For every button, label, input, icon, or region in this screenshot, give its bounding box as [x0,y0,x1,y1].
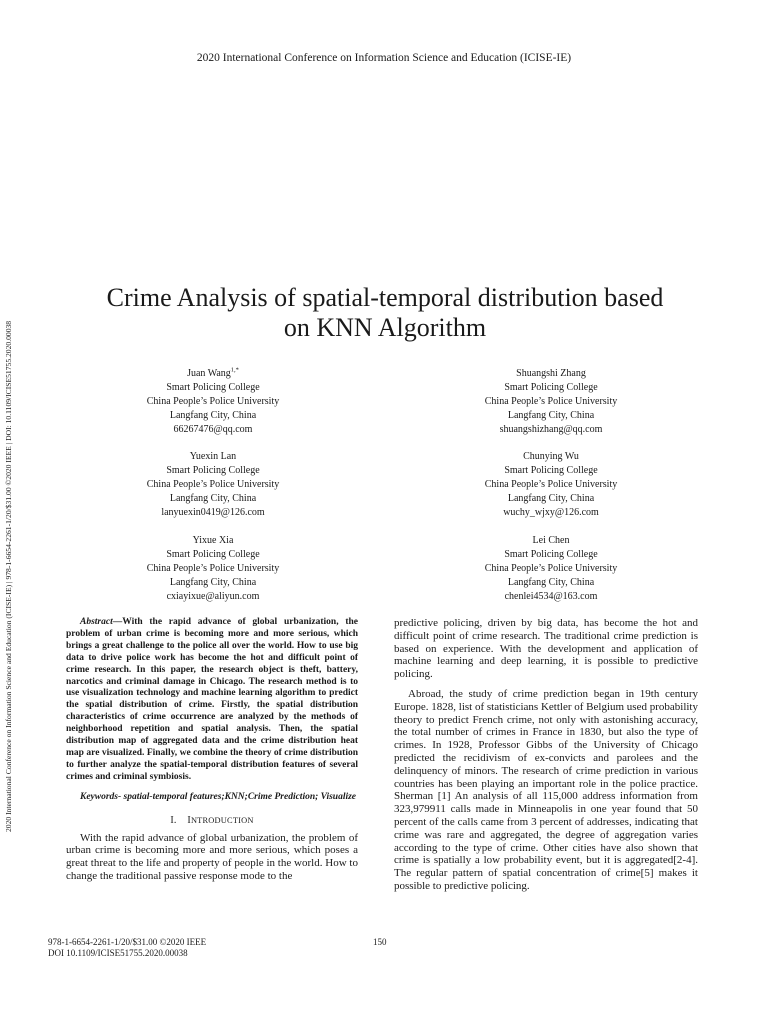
left-column [66,617,358,883]
author-city: Langfang City, China [169,410,257,421]
author-block [441,450,661,520]
author-city: Langfang City, China [507,577,595,588]
author-name: Chunying Wu [523,451,579,462]
author-name: Shuangshi Zhang [516,368,586,379]
author-name: Juan Wang$^{1,*}$ [187,366,239,379]
title-line-2: on KNN Algorithm [283,313,487,342]
section-title-initial: I [187,814,191,826]
right-column [394,617,698,893]
author-university: China People’s Police University [484,479,618,490]
abstract-text: With the rapid advance of global urbanization, the problem of urban crime is becoming more and more serious, which brings a great challenge to the police all over the world. How to use big data to drive police work has become the hot and difficult point of crime research. In this paper, the research object is theft, battery, narcotics and criminal damage in Chicago. The research method is to use visualization technology and machine learning algorithm to predict the spatial distribution of crime. Firstly, the spatial distribution characteristics of crime occurrence are analyzed by the methods of neighborhood repetition and spatial analysis. Then, the spatial distribution map of aggregated data and the crime distribution heat map are visualized. Finally, we combine the theory of crime distribution to further analyze the spatial-temporal distribution features of several crimes and criminal symbiosis. [66,617,358,782]
intro-paragraph-continued: predictive policing, driven by big data, has become the hot and difficult point of crime research. The traditional crime prediction is based on experience. With the development and application of machine learning and deep learning, it is possible to predictive policing. [394,617,698,681]
author-email: cxiayixue@aliyun.com [166,591,260,602]
footer-identifiers [48,937,206,958]
author-city: Langfang City, China [169,493,257,504]
author-email: lanyuexin0419@126.com [161,507,265,518]
side-stamp-text: 2020 International Conference on Information Science and Education (ICISE-IE) | 978-1-6654-2261-1/20/$31.00 ©2020 IEEE | DOI: 10.1109/ICISE51755.2020.00038 [4,320,13,832]
author-university: China People’s Police University [146,563,280,574]
author-university: China People’s Police University [146,479,280,490]
author-block [103,450,323,520]
author-university: China People’s Police University [146,396,280,407]
paper-title [40,283,730,343]
author-block [103,534,323,604]
author-university: China People’s Police University [484,563,618,574]
author-name: Lei Chen [532,535,570,546]
keywords: Keywords- spatial-temporal features;KNN;Crime Prediction; Visualize [80,791,357,802]
author-affiliation: Smart Policing College [504,549,598,560]
author-block [441,367,661,437]
author-affiliation: Smart Policing College [504,465,598,476]
footer-doi: DOI 10.1109/ICISE51755.2020.00038 [48,947,188,958]
author-city: Langfang City, China [169,577,257,588]
author-city: Langfang City, China [507,410,595,421]
author-email: chenlei4534@163.com [504,591,598,602]
author-affiliation: Smart Policing College [166,549,260,560]
author-affiliation: Smart Policing College [504,382,598,393]
section-heading-introduction [66,815,358,826]
author-affiliation: Smart Policing College [166,382,260,393]
author-name: Yixue Xia [192,535,234,546]
author-email: 66267476@qq.com [173,424,253,435]
abstract-label: Abstract— [80,617,123,627]
conference-header: 2020 International Conference on Information Science and Education (ICISE-IE) [196,52,572,64]
author-affiliation: Smart Policing College [166,465,260,476]
intro-paragraph-2: Abroad, the study of crime prediction began in 19th century Europe. 1828, list of statisticians Kettler of Belgium used probability theory to predict French crime, not only with astonishing accuracy, the total number of crimes in France in 1830, but also the type of crimes. In 1928, Professor Gibbs of the University of Chicago predicted the recidivism of ex-convicts and parolees and the delinquency of minors. The research of crime prediction in various countries has been playing an important role in the police practice. Sherman [1] An analysis of all 115,000 address information from 323,979911 calls made in Minneapolis in one year found that 50 percent of the calls came from 3 percent of addresses, indicating that crime was rare and aggregated, the degree of aggregation varies according to the type of crime. Other cities have also shown that crime is spatially a low probability event, but it is aggregated[2-4]. The regular pattern of spatial concentration of crime[5] makes it possible to predictive policing. [394,687,698,892]
author-university: China People’s Police University [484,396,618,407]
section-number: I. [170,814,177,826]
author-city: Langfang City, China [507,493,595,504]
abstract [66,617,358,784]
author-email: shuangshizhang@qq.com [499,424,603,435]
author-name: Yuexin Lan [189,451,237,462]
section-title-rest: NTRODUCTION [190,815,254,825]
footer-isbn: 978-1-6654-2261-1/20/$31.00 ©2020 IEEE [48,937,207,947]
author-block [441,534,661,604]
author-block [103,367,323,437]
side-copyright-stamp [4,182,14,832]
intro-paragraph-1: With the rapid advance of global urbanization, the problem of urban crime is becoming more and more serious, which poses a great threat to the life and property of people in the world. How to change the traditional passive response mode to the [66,831,358,882]
page-number: 150 [373,937,387,947]
author-email: wuchy_wjxy@126.com [503,507,599,518]
title-line-1: Crime Analysis of spatial-temporal distribution based [106,283,664,312]
